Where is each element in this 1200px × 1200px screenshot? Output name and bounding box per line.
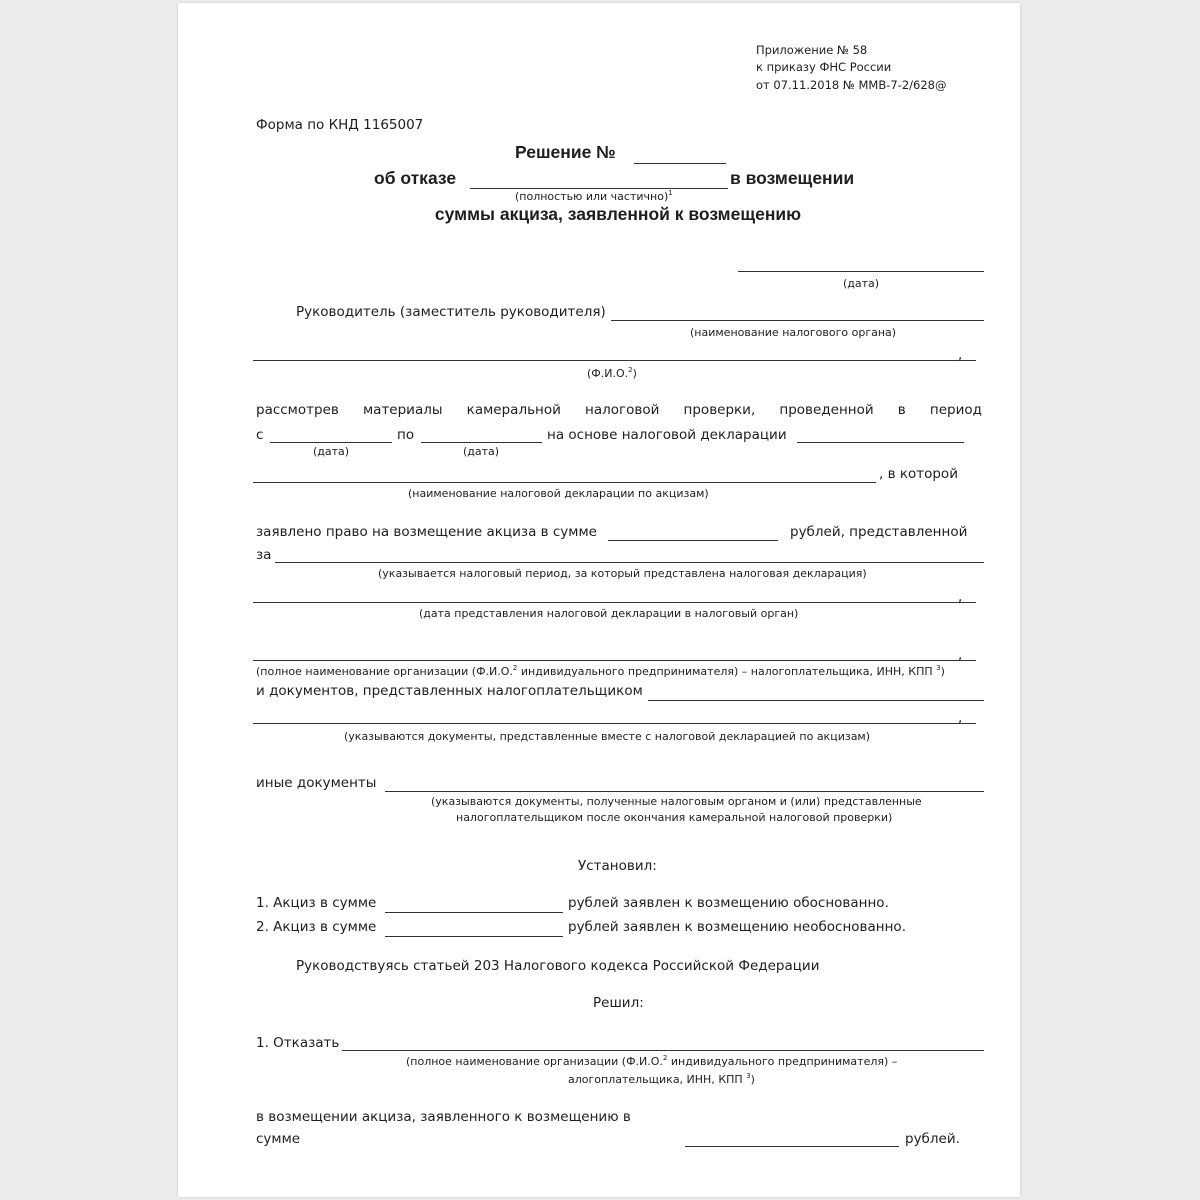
- documents-caption: (указываются документы, представленные вместе с налоговой декларацией по акцизам): [344, 730, 871, 743]
- for-label: за: [256, 547, 272, 563]
- established-item-1-text: рублей заявлен к возмещению обоснованно.: [568, 895, 889, 911]
- period-end-field[interactable]: [421, 442, 542, 443]
- decision-date-field[interactable]: [738, 271, 984, 272]
- fio-field[interactable]: [253, 360, 976, 361]
- other-documents-label: иные документы: [256, 775, 377, 791]
- tax-period-field[interactable]: [275, 562, 984, 563]
- from-label: с: [256, 427, 264, 443]
- organization-name-field[interactable]: [253, 660, 976, 661]
- submission-date-caption: (дата представления налоговой декларации в налоговый орган): [419, 607, 799, 620]
- rubles-presented-text: рублей, представленной: [790, 524, 968, 540]
- other-documents-caption-2: налогоплательщиком после окончания камеральной налоговой проверки): [456, 811, 893, 824]
- title-decision-number: Решение №: [515, 142, 616, 162]
- in-which-text: , в которой: [879, 466, 958, 482]
- fio-caption: (Ф.И.О.$^2$): [587, 366, 637, 380]
- period-start-caption: (дата): [313, 445, 350, 458]
- tax-authority-caption: (наименование налогового органа): [690, 326, 897, 339]
- head-label: Руководитель (заместитель руководителя): [296, 304, 606, 320]
- comma: ,: [958, 347, 963, 363]
- comma: ,: [958, 710, 963, 726]
- refuse-label: 1. Отказать: [256, 1035, 340, 1051]
- other-documents-caption-1: (указываются документы, полученные налоговым органом и (или) представленные: [431, 795, 922, 808]
- refused-organization-caption-1: (полное наименование организации (Ф.И.О.$^2$ индивидуального предпринимателя) –: [406, 1054, 898, 1068]
- documents-field[interactable]: [648, 700, 984, 701]
- title-refusal-suffix: в возмещении: [730, 168, 855, 188]
- refund-text-2: сумме: [256, 1131, 301, 1147]
- comma: ,: [958, 589, 963, 605]
- title-refusal-prefix: об отказе: [374, 168, 457, 188]
- refund-amount-field[interactable]: [685, 1146, 899, 1147]
- form-code: Форма по КНД 1165007: [256, 117, 424, 133]
- organization-name-caption: (полное наименование организации (Ф.И.О.$^2$ индивидуального предпринимателя) – налогоплательщика, ИНН, КПП $^3$): [256, 664, 945, 678]
- decision-number-field[interactable]: [634, 163, 726, 164]
- declaration-field[interactable]: [797, 442, 964, 443]
- established-item-2-text: рублей заявлен к возмещению необоснованно.: [568, 919, 906, 935]
- rubles-end-text: рублей.: [905, 1131, 960, 1147]
- established-item-1-label: 1. Акциз в сумме: [256, 895, 377, 911]
- reviewed-text: рассмотрев материалы камеральной налоговой проверки, проведенной в период: [256, 402, 982, 418]
- other-documents-field[interactable]: [385, 791, 984, 792]
- documents-text: и документов, представленных налогоплательщиком: [256, 683, 643, 699]
- declaration-name-caption: (наименование налоговой декларации по акцизам): [408, 487, 709, 500]
- claimed-amount-field[interactable]: [608, 540, 778, 541]
- refused-organization-caption-2: алогоплательщика, ИНН, КПП $^3$): [568, 1072, 755, 1086]
- justified-amount-field[interactable]: [385, 912, 563, 913]
- appendix-line-1: Приложение № 58: [756, 43, 868, 57]
- title-subject: суммы акциза, заявленной к возмещению: [434, 204, 802, 224]
- guided-text: Руководствуясь статьей 203 Налогового кодекса Российской Федерации: [296, 958, 820, 974]
- established-item-2-label: 2. Акциз в сумме: [256, 919, 377, 935]
- period-start-field[interactable]: [270, 442, 392, 443]
- date-caption: (дата): [843, 277, 880, 290]
- period-end-caption: (дата): [463, 445, 500, 458]
- submission-date-field[interactable]: [253, 602, 976, 603]
- based-on-text: на основе налоговой декларации: [547, 427, 787, 443]
- declaration-name-field[interactable]: [253, 482, 876, 483]
- refund-text-1: в возмещении акциза, заявленного к возмещению в: [256, 1109, 631, 1125]
- refused-organization-field[interactable]: [342, 1050, 984, 1051]
- tax-period-caption: (указывается налоговый период, за который представлена налоговая декларация): [378, 567, 867, 580]
- established-heading: Установил:: [578, 858, 657, 874]
- document-page: [178, 3, 1020, 1197]
- comma: ,: [958, 647, 963, 663]
- decided-heading: Решил:: [593, 995, 644, 1011]
- appendix-line-3: от 07.11.2018 № ММВ-7-2/628@: [756, 78, 947, 92]
- appendix-line-2: к приказу ФНС России: [756, 60, 892, 74]
- unjustified-amount-field[interactable]: [385, 936, 563, 937]
- claimed-text: заявлено право на возмещение акциза в сумме: [256, 524, 597, 540]
- refusal-scope-field[interactable]: [470, 188, 728, 189]
- refusal-scope-caption: (полностью или частично)$^1$: [515, 189, 673, 203]
- to-label: по: [397, 427, 415, 443]
- documents-field-2[interactable]: [253, 723, 976, 724]
- tax-authority-field[interactable]: [611, 320, 984, 321]
